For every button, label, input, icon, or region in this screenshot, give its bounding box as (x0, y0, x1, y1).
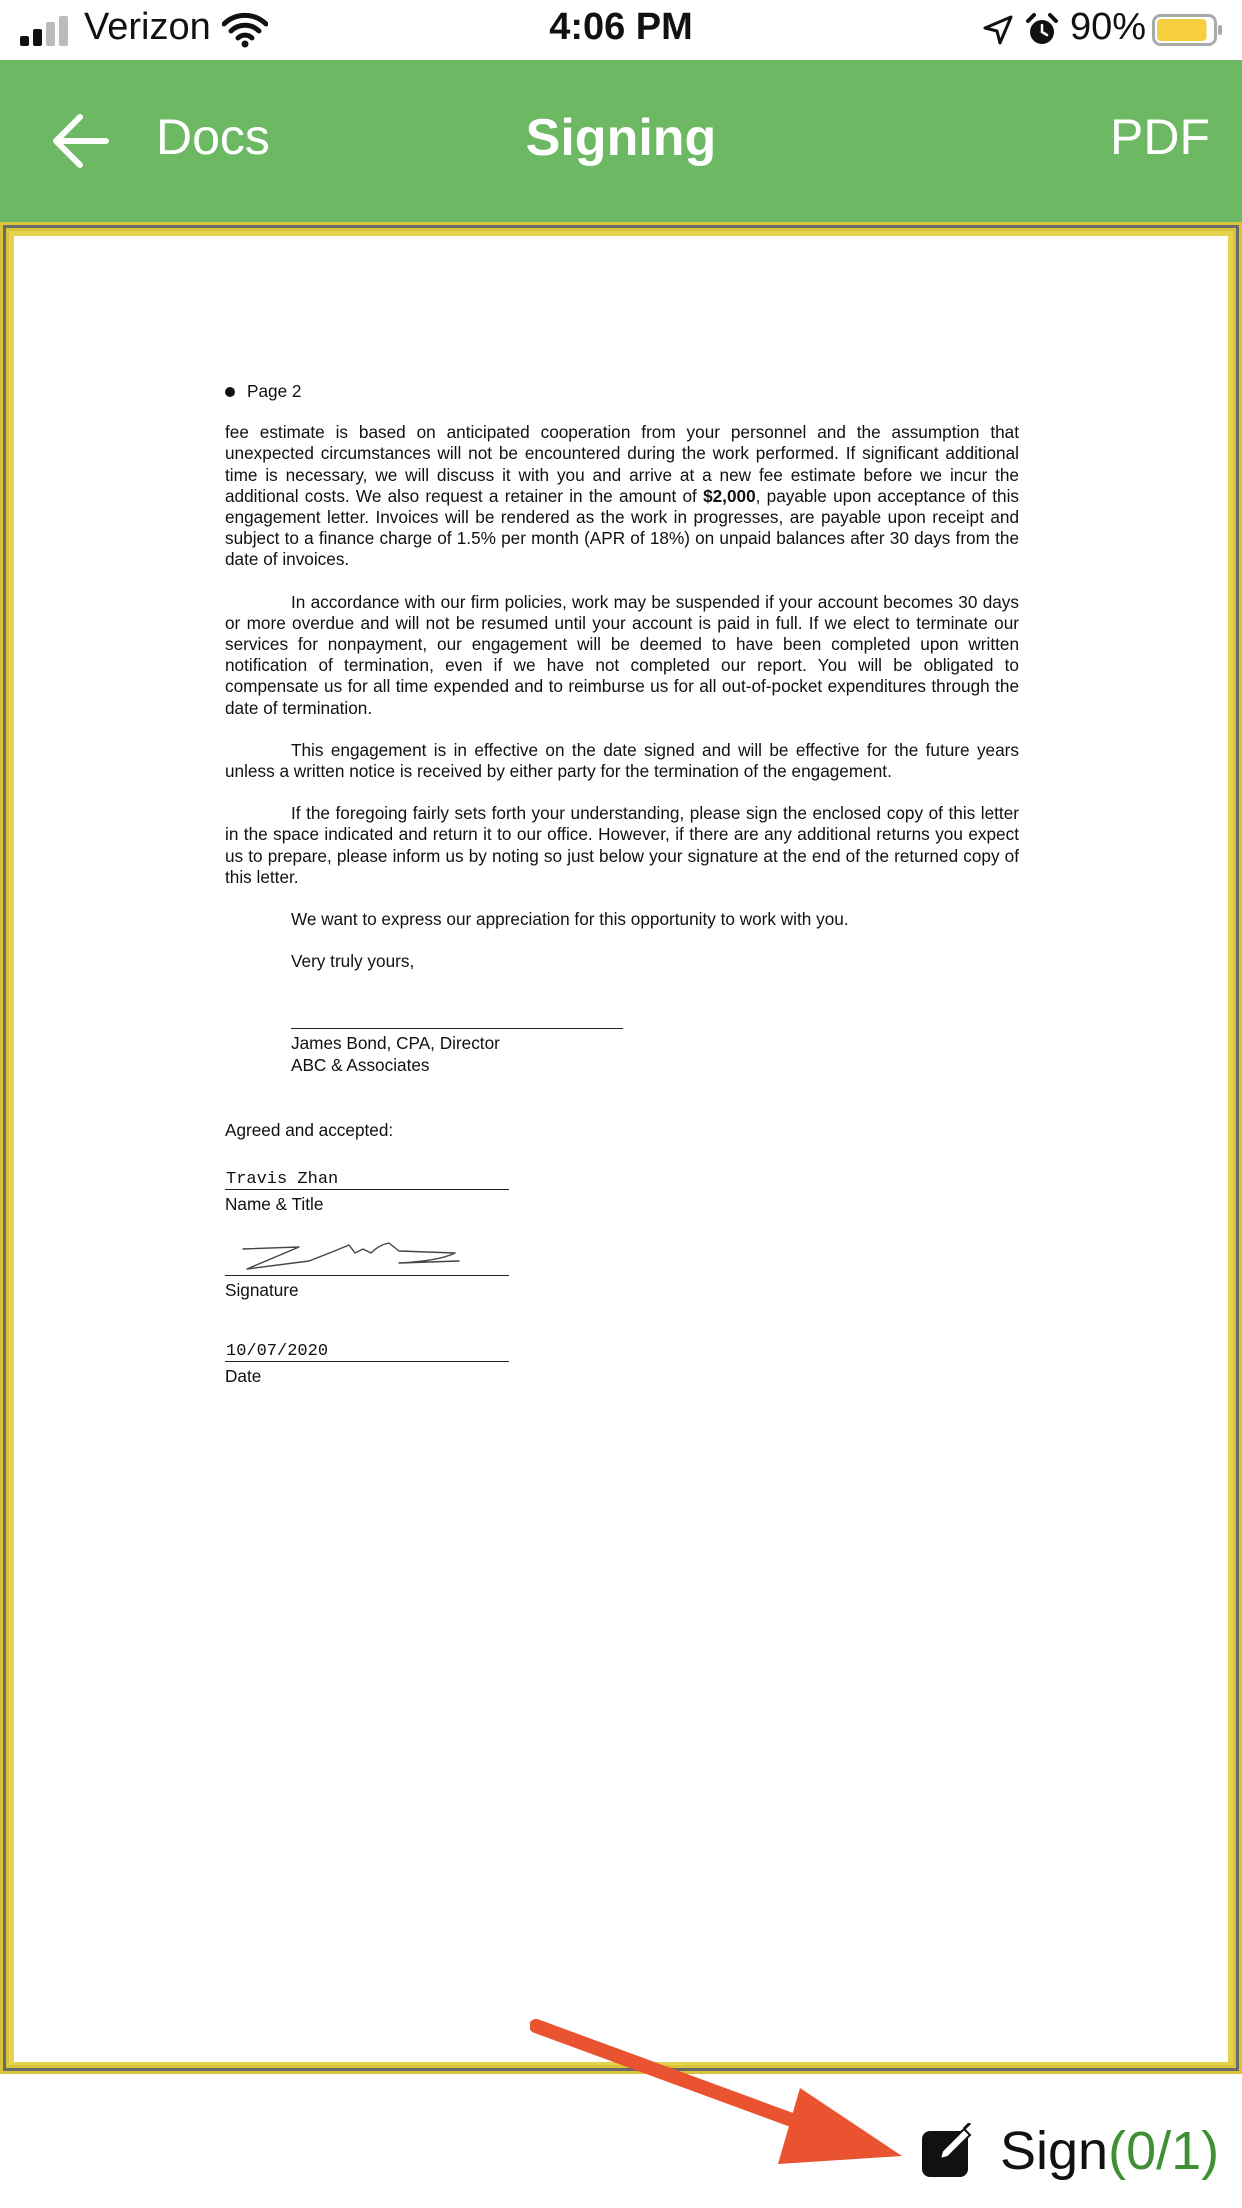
bottom-toolbar (0, 2074, 1242, 2208)
agreed-label: Agreed and accepted: (225, 1119, 394, 1140)
signature-field[interactable] (225, 1237, 1019, 1301)
date-line (225, 1361, 509, 1362)
cellular-signal-icon (20, 16, 76, 46)
document-text (225, 381, 1019, 1410)
signature-image (225, 1237, 1019, 1275)
navigation-bar (0, 60, 1242, 222)
date-field[interactable] (225, 1341, 1019, 1387)
retainer-amount: $2,000 (703, 485, 756, 506)
bullet-icon (225, 387, 235, 397)
signature-label: Signature (225, 1280, 299, 1301)
page-title: Signing (525, 109, 717, 167)
status-time: 4:06 PM (549, 6, 693, 48)
signer-name: James Bond, CPA, Director (291, 1033, 500, 1054)
firm-signature-line (291, 1028, 623, 1029)
name-value: Travis Zhan (226, 1170, 339, 1190)
battery-fill (1157, 19, 1207, 41)
firm-signature-block (225, 1028, 1019, 1075)
edit-sign-icon (920, 2123, 976, 2179)
signer-firm: ABC & Associates (291, 1054, 430, 1075)
sign-label: Sign (1000, 2121, 1109, 2181)
signature-line (225, 1275, 509, 1276)
wifi-icon (222, 12, 268, 48)
sign-button[interactable] (920, 2116, 1219, 2186)
alarm-clock-icon (1024, 12, 1060, 48)
paragraph-fee-estimate (225, 422, 1019, 570)
name-field[interactable] (225, 1169, 1019, 1215)
status-bar (0, 0, 1242, 60)
document-page[interactable] (14, 236, 1228, 2062)
carrier-name: Verizon (84, 6, 211, 48)
page-number-label: Page 2 (247, 381, 302, 401)
handwritten-signature (239, 1239, 469, 1275)
pdf-button[interactable]: PDF (1110, 109, 1210, 165)
back-arrow-icon[interactable] (50, 112, 110, 170)
closing-salutation: Very truly yours, (291, 951, 415, 972)
date-label: Date (225, 1366, 262, 1387)
battery-icon (1152, 14, 1224, 46)
paragraph-appreciation: We want to express our appreciation for this opportunity to work with you. (291, 909, 849, 930)
paragraph-effective: This engagement is in effective on the date signed and will be effective for the future years unless a written notice is received by either party for the termination of the engagement. (225, 739, 1019, 782)
name-title-label: Name & Title (225, 1194, 324, 1215)
date-value: 10/07/2020 (226, 1342, 329, 1362)
battery-percentage: 90% (1070, 6, 1147, 48)
paragraph-instructions: If the foregoing fairly sets forth your understanding, please sign the enclosed copy of this letter in the space indicated and return it to our office. However, if there are any additional returns you expect us to prepare, please inform us by noting so just below your signature at the end of the returned copy of this letter. (225, 803, 1019, 887)
page-marker (225, 381, 1019, 402)
location-arrow-icon (982, 14, 1014, 46)
sign-progress-count: (0/1) (1108, 2121, 1220, 2181)
document-frame (0, 222, 1242, 2074)
back-to-docs-button[interactable]: Docs (156, 109, 270, 165)
paragraph-text: fee estimate is based on anticipated cooperation from your personnel and the assumption that unexpected circumstances will not be encountered during the work performed. If significant additional time is necessary, we will discuss it with you and arrive at a new fee estimate before we incur the additional costs. We also request a retainer in the amount of (225, 422, 1019, 506)
paragraph-text: , payable upon acceptance of this engagement letter. Invoices will be rendered as the work in progresses, are payable upon receipt and subject to a finance charge of 1.5% per month (APR of 18%) on unpaid balances after 30 days from the date of invoices. (225, 485, 1019, 570)
paragraph-policies: In accordance with our firm policies, work may be suspended if your account becomes 30 days or more overdue and will not be resumed until your account is paid in full. If we elect to terminate our services for nonpayment, our engagement will be deemed to have been completed upon written notification of termination, even if we have not completed our report. You will be obligated to compensate us for all time expended and to reimburse us for all out-of-pocket expenditures through the date of termination. (225, 591, 1019, 718)
name-line (225, 1189, 509, 1190)
